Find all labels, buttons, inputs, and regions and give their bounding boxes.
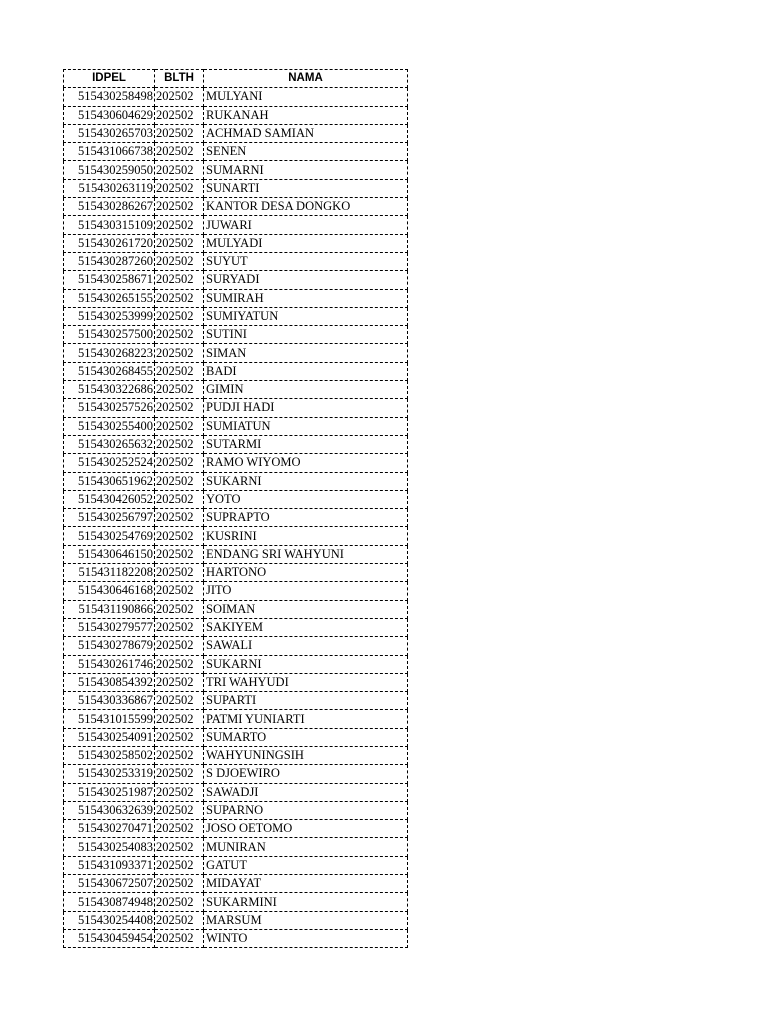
cell-idpel: 515430257526 [64, 399, 155, 417]
table-row [64, 692, 408, 710]
cell-nama: SUTARMI [204, 435, 408, 453]
table-row [64, 545, 408, 563]
table-row [64, 618, 408, 636]
table-header [64, 70, 408, 88]
cell-nama: SENEN [204, 143, 408, 161]
table-row [64, 893, 408, 911]
cell-idpel: 515430854392 [64, 673, 155, 691]
cell-blth: 202502 [155, 875, 204, 893]
cell-nama: SURYADI [204, 271, 408, 289]
cell-idpel: 515430254083 [64, 838, 155, 856]
cell-blth: 202502 [155, 545, 204, 563]
table-row [64, 344, 408, 362]
cell-blth: 202502 [155, 124, 204, 142]
cell-nama: MUNIRAN [204, 838, 408, 856]
cell-idpel: 515430287260 [64, 252, 155, 270]
cell-blth: 202502 [155, 893, 204, 911]
cell-idpel: 515430261720 [64, 234, 155, 252]
cell-nama: JOSO OETOMO [204, 820, 408, 838]
cell-blth: 202502 [155, 252, 204, 270]
cell-idpel: 515430259050 [64, 161, 155, 179]
cell-nama: JITO [204, 582, 408, 600]
cell-idpel: 515430268455 [64, 362, 155, 380]
cell-nama: SUPRAPTO [204, 509, 408, 527]
cell-nama: YOTO [204, 490, 408, 508]
cell-nama: SUMARNI [204, 161, 408, 179]
cell-blth: 202502 [155, 637, 204, 655]
cell-nama: SUTINI [204, 326, 408, 344]
cell-nama: BADI [204, 362, 408, 380]
cell-blth: 202502 [155, 710, 204, 728]
cell-blth: 202502 [155, 106, 204, 124]
cell-nama: S DJOEWIRO [204, 765, 408, 783]
cell-nama: PATMI YUNIARTI [204, 710, 408, 728]
cell-idpel: 515430279577 [64, 618, 155, 636]
cell-nama: MULYANI [204, 88, 408, 106]
cell-idpel: 515430256797 [64, 509, 155, 527]
table-row [64, 801, 408, 819]
cell-blth: 202502 [155, 765, 204, 783]
cell-blth: 202502 [155, 399, 204, 417]
table-row [64, 728, 408, 746]
table-row [64, 124, 408, 142]
cell-blth: 202502 [155, 435, 204, 453]
cell-blth: 202502 [155, 655, 204, 673]
table-row [64, 289, 408, 307]
cell-blth: 202502 [155, 600, 204, 618]
cell-idpel: 515430257500 [64, 326, 155, 344]
cell-nama: MARSUM [204, 911, 408, 929]
cell-nama: SOIMAN [204, 600, 408, 618]
table-body [64, 88, 408, 948]
cell-idpel: 515431093371 [64, 856, 155, 874]
table-row [64, 710, 408, 728]
cell-nama: SAWADJI [204, 783, 408, 801]
cell-nama: ENDANG SRI WAHYUNI [204, 545, 408, 563]
cell-blth: 202502 [155, 618, 204, 636]
table-row [64, 234, 408, 252]
cell-nama: SUMIRAH [204, 289, 408, 307]
cell-idpel: 515430632639 [64, 801, 155, 819]
cell-idpel: 515431182208 [64, 564, 155, 582]
cell-blth: 202502 [155, 838, 204, 856]
cell-nama: KANTOR DESA DONGKO [204, 198, 408, 216]
table-row [64, 911, 408, 929]
cell-blth: 202502 [155, 582, 204, 600]
table-row [64, 746, 408, 764]
table-row [64, 161, 408, 179]
cell-idpel: 515430254408 [64, 911, 155, 929]
cell-blth: 202502 [155, 929, 204, 947]
cell-blth: 202502 [155, 454, 204, 472]
cell-blth: 202502 [155, 234, 204, 252]
cell-blth: 202502 [155, 216, 204, 234]
table-row [64, 637, 408, 655]
cell-blth: 202502 [155, 490, 204, 508]
cell-idpel: 515430265632 [64, 435, 155, 453]
table-row [64, 271, 408, 289]
cell-nama: SUMARTO [204, 728, 408, 746]
cell-idpel: 515430646150 [64, 545, 155, 563]
table-row [64, 326, 408, 344]
cell-nama: SUYUT [204, 252, 408, 270]
cell-blth: 202502 [155, 381, 204, 399]
cell-blth: 202502 [155, 728, 204, 746]
cell-idpel: 515430255400 [64, 417, 155, 435]
cell-blth: 202502 [155, 472, 204, 490]
cell-blth: 202502 [155, 271, 204, 289]
table-row [64, 198, 408, 216]
table-row [64, 362, 408, 380]
cell-idpel: 515430265703 [64, 124, 155, 142]
cell-nama: HARTONO [204, 564, 408, 582]
cell-blth: 202502 [155, 692, 204, 710]
header-idpel: IDPEL [64, 70, 155, 88]
table-row [64, 655, 408, 673]
cell-blth: 202502 [155, 161, 204, 179]
cell-nama: SUKARMINI [204, 893, 408, 911]
table-row [64, 490, 408, 508]
cell-blth: 202502 [155, 820, 204, 838]
cell-nama: RAMO WIYOMO [204, 454, 408, 472]
header-nama: NAMA [204, 70, 408, 88]
table-row [64, 88, 408, 106]
table-row [64, 820, 408, 838]
cell-idpel: 515431066738 [64, 143, 155, 161]
table-row [64, 783, 408, 801]
table-row [64, 856, 408, 874]
table-row [64, 216, 408, 234]
cell-nama: PUDJI HADI [204, 399, 408, 417]
cell-idpel: 515430426052 [64, 490, 155, 508]
cell-idpel: 515430261746 [64, 655, 155, 673]
table-row [64, 399, 408, 417]
cell-blth: 202502 [155, 527, 204, 545]
cell-idpel: 515430263119 [64, 179, 155, 197]
cell-idpel: 515430286267 [64, 198, 155, 216]
table-row [64, 381, 408, 399]
cell-nama: MULYADI [204, 234, 408, 252]
table-row [64, 765, 408, 783]
table-row [64, 143, 408, 161]
table-row [64, 673, 408, 691]
cell-blth: 202502 [155, 143, 204, 161]
cell-idpel: 515431190866 [64, 600, 155, 618]
header-row [64, 70, 408, 88]
cell-nama: SUKARNI [204, 655, 408, 673]
cell-idpel: 515430651962 [64, 472, 155, 490]
cell-idpel: 515430459454 [64, 929, 155, 947]
cell-nama: GATUT [204, 856, 408, 874]
cell-nama: SUNARTI [204, 179, 408, 197]
cell-blth: 202502 [155, 326, 204, 344]
cell-blth: 202502 [155, 344, 204, 362]
table-row [64, 509, 408, 527]
cell-nama: SUMIATUN [204, 417, 408, 435]
cell-nama: JUWARI [204, 216, 408, 234]
cell-idpel: 515430258671 [64, 271, 155, 289]
cell-nama: ACHMAD SAMIAN [204, 124, 408, 142]
cell-idpel: 515430258502 [64, 746, 155, 764]
cell-nama: SUKARNI [204, 472, 408, 490]
cell-idpel: 515430265155 [64, 289, 155, 307]
table-row [64, 564, 408, 582]
cell-blth: 202502 [155, 564, 204, 582]
table-row [64, 527, 408, 545]
table-row [64, 307, 408, 325]
cell-idpel: 515430322686 [64, 381, 155, 399]
cell-blth: 202502 [155, 198, 204, 216]
cell-idpel: 515431015599 [64, 710, 155, 728]
cell-nama: RUKANAH [204, 106, 408, 124]
cell-blth: 202502 [155, 289, 204, 307]
cell-blth: 202502 [155, 911, 204, 929]
cell-idpel: 515430646168 [64, 582, 155, 600]
cell-blth: 202502 [155, 783, 204, 801]
cell-nama: SAWALI [204, 637, 408, 655]
header-blth: BLTH [155, 70, 204, 88]
table-row [64, 435, 408, 453]
cell-blth: 202502 [155, 856, 204, 874]
cell-blth: 202502 [155, 88, 204, 106]
table-row [64, 454, 408, 472]
cell-idpel: 515430254769 [64, 527, 155, 545]
cell-nama: MIDAYAT [204, 875, 408, 893]
cell-nama: GIMIN [204, 381, 408, 399]
cell-idpel: 515430270471 [64, 820, 155, 838]
table-row [64, 582, 408, 600]
customer-table [63, 69, 408, 948]
cell-nama: WAHYUNINGSIH [204, 746, 408, 764]
cell-idpel: 515430268223 [64, 344, 155, 362]
cell-blth: 202502 [155, 417, 204, 435]
cell-nama: SAKIYEM [204, 618, 408, 636]
table-row [64, 179, 408, 197]
cell-blth: 202502 [155, 801, 204, 819]
cell-idpel: 515430254091 [64, 728, 155, 746]
cell-idpel: 515430253319 [64, 765, 155, 783]
cell-nama: SIMAN [204, 344, 408, 362]
cell-idpel: 515430604629 [64, 106, 155, 124]
cell-nama: KUSRINI [204, 527, 408, 545]
cell-idpel: 515430278679 [64, 637, 155, 655]
cell-blth: 202502 [155, 179, 204, 197]
cell-nama: TRI WAHYUDI [204, 673, 408, 691]
cell-idpel: 515430252524 [64, 454, 155, 472]
cell-blth: 202502 [155, 673, 204, 691]
cell-blth: 202502 [155, 746, 204, 764]
table-row [64, 929, 408, 947]
cell-blth: 202502 [155, 307, 204, 325]
cell-idpel: 515430253999 [64, 307, 155, 325]
cell-idpel: 515430315109 [64, 216, 155, 234]
table-row [64, 875, 408, 893]
cell-blth: 202502 [155, 509, 204, 527]
table-row [64, 838, 408, 856]
table-row [64, 106, 408, 124]
cell-blth: 202502 [155, 362, 204, 380]
cell-idpel: 515430874948 [64, 893, 155, 911]
cell-idpel: 515430251987 [64, 783, 155, 801]
cell-nama: SUPARNO [204, 801, 408, 819]
table-row [64, 252, 408, 270]
table-row [64, 417, 408, 435]
table-row [64, 600, 408, 618]
spreadsheet-page [63, 69, 408, 948]
cell-idpel: 515430336867 [64, 692, 155, 710]
cell-nama: WINTO [204, 929, 408, 947]
table-row [64, 472, 408, 490]
cell-nama: SUMIYATUN [204, 307, 408, 325]
cell-idpel: 515430672507 [64, 875, 155, 893]
cell-nama: SUPARTI [204, 692, 408, 710]
cell-idpel: 515430258498 [64, 88, 155, 106]
